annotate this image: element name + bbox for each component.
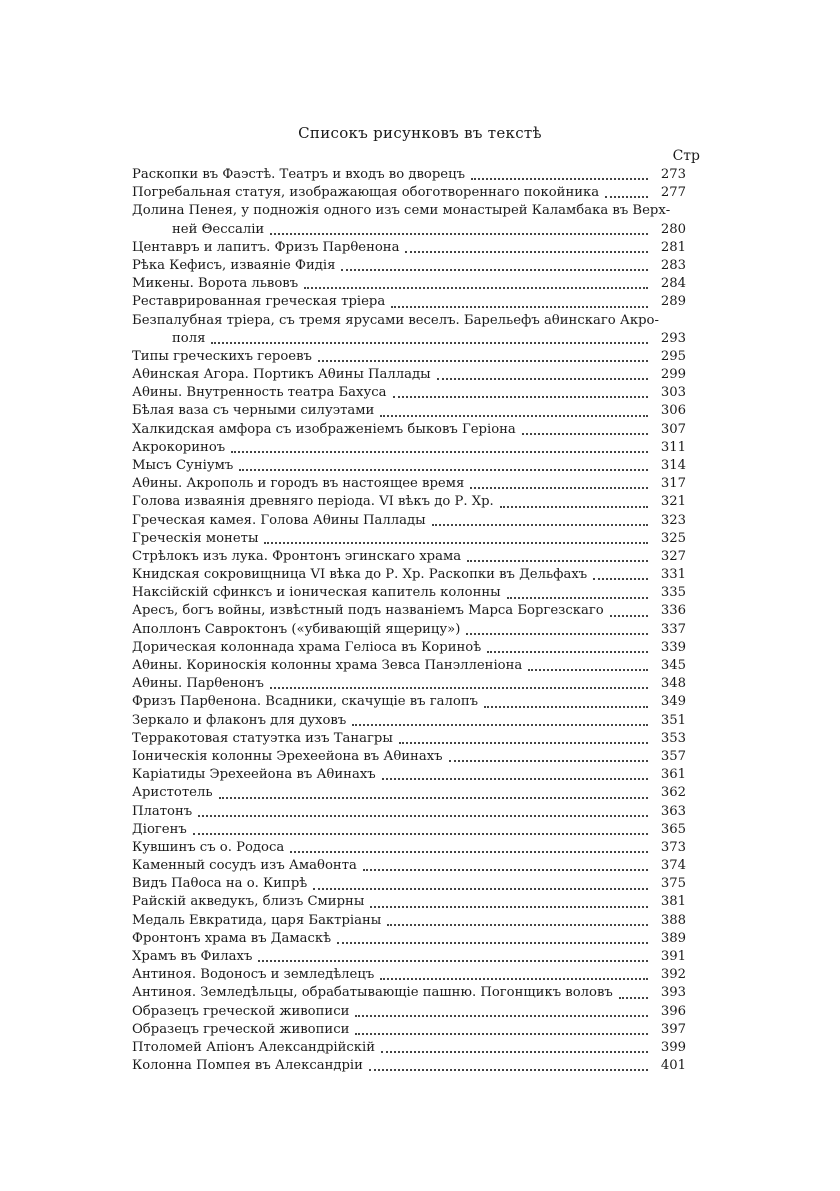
entry-title: Райскій акведукъ, близъ Смирны: [132, 894, 365, 910]
entry-title: Книдская сокровищница VI вѣка до Р. Хр. Раскопки въ Дельфахъ: [132, 567, 588, 583]
page-number: 327: [660, 548, 686, 564]
dot-leader: [449, 759, 648, 762]
page-heading: Списокъ рисунковъ въ текстѣ: [298, 124, 542, 142]
entry-title: Голова изваянія древняго періода. VI вѣкъ до Р. Хр.: [132, 494, 494, 510]
list-item: [132, 621, 686, 639]
dot-leader: [239, 468, 648, 471]
entry-title: Центавръ и лапитъ. Фризъ Парθенона: [132, 239, 400, 255]
list-item: [132, 875, 686, 893]
list-item: [132, 730, 686, 748]
list-item: [132, 293, 686, 311]
dot-leader: [337, 941, 648, 944]
list-item: [132, 421, 686, 439]
dot-leader: [605, 195, 648, 198]
dot-leader: [507, 596, 648, 599]
page-number: 321: [660, 494, 686, 510]
page-number: 361: [660, 767, 686, 783]
dot-leader: [619, 996, 648, 999]
entry-title: Кувшинъ съ о. Родоса: [132, 839, 285, 855]
list-item: [132, 930, 686, 948]
list-item: [132, 821, 686, 839]
page-number: 391: [660, 949, 686, 965]
list-item: [132, 948, 686, 966]
list-item: [132, 1003, 686, 1021]
dot-leader: [258, 959, 648, 962]
dot-leader: [467, 559, 648, 562]
dot-leader: [593, 577, 648, 580]
list-item: [132, 348, 686, 366]
dot-leader: [484, 705, 648, 708]
list-item: [132, 693, 686, 711]
page-number: 307: [660, 421, 686, 437]
page-number: 375: [660, 876, 686, 892]
list-item: [132, 894, 686, 912]
list-item: [132, 784, 686, 802]
page-number: 336: [660, 603, 686, 619]
entry-title: Аθины. Кориноскія колонны храма Зевса Панэлленіона: [132, 658, 523, 674]
page-number: 399: [660, 1039, 686, 1055]
page-number: 389: [660, 930, 686, 946]
dot-leader: [432, 523, 648, 526]
dot-leader: [470, 486, 648, 489]
page-number: 363: [660, 803, 686, 819]
dot-leader: [355, 1014, 648, 1017]
dot-leader: [610, 614, 648, 617]
dot-leader: [198, 814, 648, 817]
list-item: [132, 402, 686, 420]
list-item: [132, 457, 686, 475]
entry-title: Медаль Евкратида, царя Бактріаны: [132, 912, 382, 928]
dot-leader: [363, 868, 648, 871]
entry-title-continuation: ней Θессаліи: [172, 221, 265, 237]
list-item: [132, 184, 686, 202]
dot-leader: [380, 414, 648, 417]
dot-leader: [399, 741, 648, 744]
dot-leader: [355, 1032, 648, 1035]
entry-title: Мысъ Суніумъ: [132, 457, 234, 473]
entry-title: Аристотель: [132, 785, 213, 801]
dot-leader: [304, 286, 648, 289]
dot-leader: [391, 305, 648, 308]
entry-title: Раскопки въ Фаэстѣ. Театръ и входъ во дворецъ: [132, 166, 465, 182]
page-number: 289: [660, 294, 686, 310]
list-item: [132, 530, 686, 548]
page-number: 388: [660, 912, 686, 928]
entry-title: Образецъ греческой живописи: [132, 1003, 350, 1019]
list-item: [132, 475, 686, 493]
list-item: [132, 512, 686, 530]
dot-leader: [193, 832, 648, 835]
page-number: 280: [660, 221, 686, 237]
list-item: [132, 584, 686, 602]
page-number: 357: [660, 748, 686, 764]
entry-title: Аθины. Акрополь и городъ въ настоящее время: [132, 476, 465, 492]
entry-title: Реставрированная греческая тріера: [132, 294, 386, 310]
dot-leader: [487, 650, 648, 653]
entry-title: Наксійскій сфинксъ и іоническая капитель колонны: [132, 585, 501, 601]
dot-leader: [437, 377, 648, 380]
dot-leader: [466, 632, 648, 635]
list-item: [132, 384, 686, 402]
list-item: [132, 748, 686, 766]
entry-title: Храмъ въ Филахъ: [132, 949, 253, 965]
page-number: 373: [660, 839, 686, 855]
entry-title: Стрѣлокъ изъ лука. Фронтонъ эгинскаго храма: [132, 548, 462, 564]
list-item: [132, 566, 686, 584]
page-number: 331: [660, 567, 686, 583]
page-number: 349: [660, 694, 686, 710]
entry-title: Микены. Ворота львовъ: [132, 276, 299, 292]
entry-title: Антиноя. Земледѣльцы, обрабатывающіе пашню. Погонщикъ воловъ: [132, 985, 613, 1001]
list-item: [132, 312, 686, 348]
list-item: [132, 1021, 686, 1039]
dot-leader: [231, 450, 648, 453]
list-item: [132, 966, 686, 984]
list-item: [132, 166, 686, 184]
dot-leader: [382, 777, 648, 780]
entry-title: Безпалубная тріера, съ тремя ярусами веселъ. Барельефъ аθинскаго Акро-: [132, 312, 659, 328]
list-item: [132, 912, 686, 930]
page-number: 325: [660, 530, 686, 546]
page-number: 335: [660, 585, 686, 601]
dot-leader: [290, 850, 648, 853]
dot-leader: [264, 541, 648, 544]
list-item: [132, 639, 686, 657]
page-number: 381: [660, 894, 686, 910]
page-number: 311: [660, 439, 686, 455]
list-item: [132, 257, 686, 275]
entry-title: Аполлонъ Савроктонъ («убивающій ящерицу»): [132, 621, 461, 637]
page-number: 323: [660, 512, 686, 528]
entry-title: Погребальная статуя, изображающая обоготвореннаго покойника: [132, 185, 600, 201]
entry-title: Образецъ греческой живописи: [132, 1021, 350, 1037]
page-number: 393: [660, 985, 686, 1001]
list-item: [132, 766, 686, 784]
dot-leader: [211, 341, 648, 344]
list-item: [132, 857, 686, 875]
list-item: [132, 239, 686, 257]
entry-title: Птоломей Апіонъ Александрійскій: [132, 1039, 376, 1055]
figure-list: [132, 166, 686, 1075]
dot-leader: [393, 395, 649, 398]
entry-title: Греческія монеты: [132, 530, 259, 546]
dot-leader: [528, 668, 648, 671]
page-number: 317: [660, 476, 686, 492]
list-item: [132, 603, 686, 621]
entry-title: Аресъ, богъ войны, извѣстный подъ названіемъ Марса Боргезскаго: [132, 603, 604, 619]
dot-leader: [405, 250, 648, 253]
entry-title: Терракотовая статуэтка изъ Танагры: [132, 730, 393, 746]
list-item: [132, 1057, 686, 1075]
dot-leader: [370, 905, 648, 908]
page-number: 314: [660, 457, 686, 473]
dot-leader: [380, 977, 648, 980]
list-item: [132, 1039, 686, 1057]
list-item: [132, 984, 686, 1002]
entry-title: Аθинская Агора. Портикъ Аθины Паллады: [132, 367, 431, 383]
entry-title: Рѣка Кефисъ, изваяніе Фидія: [132, 257, 336, 273]
page-number: 401: [660, 1058, 686, 1074]
entry-title: Греческая камея. Голова Аθины Паллады: [132, 512, 426, 528]
entry-title: Бѣлая ваза съ черными силуэтами: [132, 403, 375, 419]
page-number: 303: [660, 385, 686, 401]
dot-leader: [219, 796, 649, 799]
page-number: 293: [660, 330, 686, 346]
list-item: [132, 657, 686, 675]
entry-title: Каменный сосудъ изъ Амаθонта: [132, 858, 357, 874]
page-number: 396: [660, 1003, 686, 1019]
entry-title: Аθины. Внутренность театра Бахуса: [132, 385, 387, 401]
page-number: 339: [660, 639, 686, 655]
entry-title: Долина Пенея, у подножія одного изъ семи монастырей Каламбака въ Верх-: [132, 203, 671, 219]
list-item: [132, 712, 686, 730]
list-item: [132, 839, 686, 857]
page-number: 374: [660, 858, 686, 874]
page-number: 351: [660, 712, 686, 728]
entry-title: Каріатиды Эрехеейона въ Аθинахъ: [132, 767, 376, 783]
page-number: 348: [660, 676, 686, 692]
page-number: 295: [660, 348, 686, 364]
list-item: [132, 202, 686, 238]
page-number: 353: [660, 730, 686, 746]
entry-title: Видъ Паθоса на о. Кипрѣ: [132, 876, 308, 892]
dot-leader: [270, 232, 648, 235]
list-item: [132, 439, 686, 457]
page-number: 337: [660, 621, 686, 637]
list-item: [132, 675, 686, 693]
entry-title: Халкидская амфора съ изображеніемъ быковъ Геріона: [132, 421, 516, 437]
dot-leader: [270, 686, 648, 689]
entry-title: Дорическая колоннада храма Геліоса въ Кориноѣ: [132, 639, 482, 655]
dot-leader: [381, 1050, 648, 1053]
list-item: [132, 275, 686, 293]
page-number: 281: [660, 239, 686, 255]
entry-title: Зеркало и флаконъ для духовъ: [132, 712, 347, 728]
list-item: [132, 493, 686, 511]
dot-leader: [387, 923, 648, 926]
page-number: 284: [660, 276, 686, 292]
dot-leader: [471, 177, 648, 180]
list-item: [132, 803, 686, 821]
dot-leader: [369, 1068, 648, 1071]
page-number: 345: [660, 658, 686, 674]
page-number: 273: [660, 166, 686, 182]
entry-title: Фризъ Парθенона. Всадники, скачущіе въ галопъ: [132, 694, 479, 710]
page-column-header: Стр: [672, 148, 700, 164]
entry-title: Акрокориноъ: [132, 439, 226, 455]
list-item: [132, 366, 686, 384]
entry-title: Фронтонъ храма въ Дамаскѣ: [132, 930, 332, 946]
entry-title: Аθины. Парθенонъ: [132, 676, 264, 692]
entry-title: Іоническія колонны Эрехеейона въ Аθинахъ: [132, 748, 443, 764]
page-number: 306: [660, 403, 686, 419]
dot-leader: [341, 268, 648, 271]
page-number: 299: [660, 367, 686, 383]
dot-leader: [352, 723, 648, 726]
page-number: 392: [660, 967, 686, 983]
page-number: 362: [660, 785, 686, 801]
page-number: 365: [660, 821, 686, 837]
page-number: 277: [660, 185, 686, 201]
entry-title: Типы греческихъ героевъ: [132, 348, 312, 364]
page-number: 397: [660, 1021, 686, 1037]
dot-leader: [500, 505, 648, 508]
entry-title: Колонна Помпея въ Александріи: [132, 1058, 363, 1074]
dot-leader: [313, 887, 648, 890]
entry-title: Платонъ: [132, 803, 193, 819]
page-number: 283: [660, 257, 686, 273]
entry-title-continuation: поля: [172, 330, 206, 346]
dot-leader: [318, 359, 648, 362]
entry-title: Антиноя. Водоносъ и земледѣлецъ: [132, 967, 375, 983]
list-item: [132, 548, 686, 566]
entry-title: Діогенъ: [132, 821, 187, 837]
dot-leader: [522, 432, 648, 435]
